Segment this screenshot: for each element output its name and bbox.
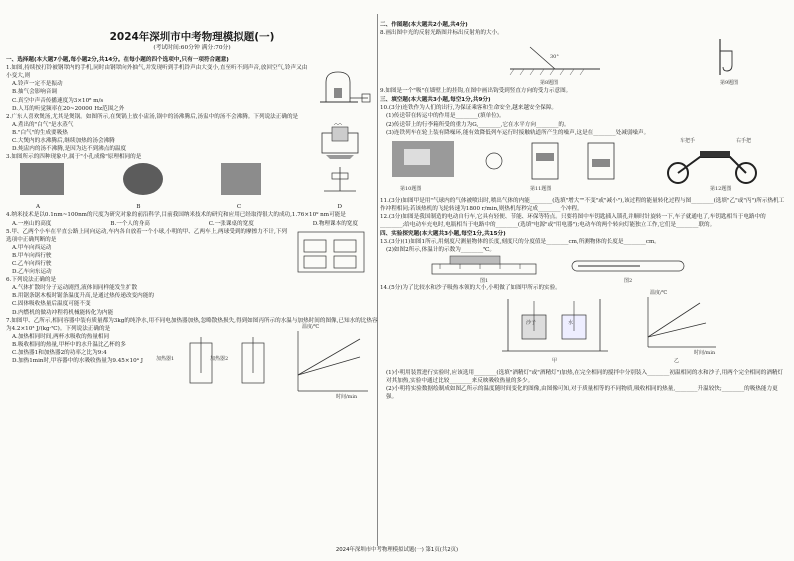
q2-option-a: A.煮出的"白气"是水蒸气	[12, 121, 74, 128]
fig9-caption: 第9题图	[720, 80, 739, 87]
q6-option-c: C.固体吸收热量后温度可能不变	[12, 301, 91, 308]
q4-option-d: D.物理课本的宽度	[312, 220, 358, 227]
q10-part-2: (2)传送带上的行李箱所受的重力为G,________,它在水平方向________的。	[386, 121, 570, 128]
graph14-x-label: 时间/min	[694, 349, 716, 356]
q7-option-a: A.加热相同时间,两杯水吸收的热量相同	[12, 333, 110, 340]
q5-option-d: D.乙车向东运动	[12, 269, 52, 276]
fig10-caption: 第10题图	[400, 185, 422, 192]
q3-labels	[6, 203, 378, 211]
section-drawing: 二、作图题(本大题共2小题,共4分)	[380, 22, 468, 28]
section-experiment: 四、实验探究题(本大题共3小题,每空1分,共15分)	[380, 231, 506, 238]
exam-title: 2024年深圳市中考物理模拟题(一)	[109, 31, 275, 43]
section-choice: 一、选择题(本大题7小题,每小题2分,共14分。在每小题的四个选项中,只有一项符合题意)	[6, 57, 229, 64]
question-12: 12.(3分)如图是我国制造的电动自行车,它具有轻便、节能、环保等特点。只要将图中车钥匙插入锁孔并顺时针旋转一下,车子就通电了,车钥匙相当于电路中的________;给电动车充电时,电瓶相当于电路中的________(选填"电源"或"用电器");电动车的两个转向灯能独立工作,它们是________联的。	[380, 213, 766, 229]
fig12-caption: 第12题图	[710, 185, 732, 192]
left-column	[6, 18, 378, 413]
bike-handle-label: 车把手	[680, 137, 696, 144]
hook-figure	[710, 37, 760, 77]
cars-figure	[296, 230, 366, 274]
q6-option-b: B.用锯条锯木板时锯条温度升高,是通过热传递改变内能的	[12, 293, 154, 300]
q4-option-b: B.一个人的身高	[110, 220, 150, 227]
graph-y-label: 温度/℃	[302, 323, 320, 330]
q3-label-c: C	[236, 204, 242, 211]
question-7: 7.如图甲、乙所示,相同容器中装有质量都为3kg的纯净水,用不同电加热器加热,忽略散热损失,得到如图丙所示的水温与加热时间的图像,已知水的比热容为4.2×10³ J/(kg·℃)。下列说法正确的是	[6, 317, 378, 332]
q4-options	[6, 220, 378, 228]
q3-figures	[6, 161, 378, 203]
q7-option-c: C.加热器1和加热器2的功率之比为9:4	[12, 350, 107, 356]
fig11-caption: 第11题图	[530, 185, 552, 192]
question-1: 1.如图,持续按打铃被钢罩内的手机,同时由钢罩向外抽气,并发现听到手机铃声由大变小,直至听不到声音,放回空气,铃声又由小变大,则	[6, 65, 308, 80]
q1-option-c: C.真空中声音传播速度为3×10⁸ m/s	[12, 97, 104, 104]
exam-subtitle: (考试时间:60分钟 满分:70分)	[153, 45, 231, 51]
q13-figures	[380, 254, 788, 284]
engine-figure	[478, 139, 638, 185]
fig13-2-caption: 图2	[624, 278, 633, 285]
q3-image-a	[20, 163, 64, 195]
question-5: 5.甲、乙两个小车在平直公路上同向运动,车内各自放着一个小球,小明的甲、乙两车上,两球受到的摩擦力不计,下列选项中正确判断的是	[6, 228, 287, 243]
q1-option-b: B.抽气会影响音调	[12, 89, 58, 96]
fig14-jia-caption: 甲	[552, 357, 558, 364]
q10-12-figures	[380, 137, 788, 197]
question-4: 4.纳米技术是以0.1nm~100nm的尺度为研究对象的前沿科学,目前我国纳米技术的研究和应用已经取得很大的成功,1.76×10⁹ nm可能是	[6, 212, 346, 219]
q3-label-d: D	[337, 204, 342, 211]
sand-label: 沙子	[526, 319, 537, 326]
thermometer-figure	[570, 258, 690, 274]
q4-option-a: A.一座山的高度	[12, 220, 52, 227]
graph-x-label: 时间/min	[336, 393, 358, 400]
q14-part-2: (2)小明将实验数据绘制成如图乙所示的温度随时间变化的图像,由图像可知,对于质量相等的不同物质,吸收相同的热量,________升温较快;________的吸热能力更强。	[386, 385, 778, 400]
q3-image-b	[123, 163, 163, 195]
q1-option-d: D.人耳的听觉频率在20~20000 Hz范围之外	[12, 105, 125, 112]
q13-part-2: (2)如图2所示,体温计的示数为________℃。	[386, 247, 496, 254]
q3-label-a: A	[36, 204, 41, 211]
q6-option-a: A.气体扩散时分子运动剧烈,液体间同样能发生扩散	[12, 285, 138, 292]
right-column	[380, 20, 788, 401]
q14-figures	[380, 289, 788, 369]
conveyor-figure	[388, 139, 458, 181]
heating-setup-figure	[500, 295, 610, 355]
question-11: 11.(3分)如图甲是用"气球内的气体被喷出时,喷出气体的内能________(选填"增大""不变"或"减小"),该过程的能量转化过程与图________(选填"乙"或"丙")所示热机工作冲程相同;若该热机的飞轮转速为1800 r/min,则热机每秒完成________个冲程。	[380, 197, 785, 212]
q3-image-c	[221, 163, 261, 195]
q5-option-b: B.甲车向西行驶	[12, 252, 52, 259]
heaters-figure	[156, 333, 286, 395]
sand-water-graph	[640, 293, 720, 353]
temp-time-graph	[290, 325, 372, 399]
q3-image-d	[320, 163, 360, 195]
question-9: 9.如图是一个"吸"在墙壁上的挂钩,在图中画出钩受到竖直方向的受力示意图。	[380, 88, 572, 95]
q1-option-a: A.铃声一定不是振动	[12, 81, 63, 88]
bike-right-handle-label: 右手把	[736, 137, 752, 144]
q3-label-b: B	[136, 204, 141, 211]
heater-1-label: 加热器1	[156, 355, 175, 362]
question-14: 14.(5分)为了比较水和沙子吸热本领的大小,小明做了如图甲所示的实验。	[380, 285, 561, 292]
q7-option-b: B.吸收相同的热量,甲杯中的水升温比乙杯的多	[12, 341, 126, 348]
fig13-1-caption: 图1	[480, 278, 489, 285]
section-fill: 三、填空题(本大题共3小题,每空1分,共9分)	[380, 97, 491, 104]
question-10: 10.(3分)连铁作为人们的出行,为保证乘客和生命安全,越来越安全保障。	[380, 105, 558, 112]
question-2: 2.广东人喜欢煲汤,尤其是煲锅。如图所示,在煲锅上放小盅汤,锅中的汤沸腾后,汤盅中的汤不会沸腾。下列说法正确的是	[6, 113, 299, 120]
graph14-y-label: 温度/℃	[650, 289, 668, 296]
question-8: 8.画出图中光的反射光路图并标出反射角的大小。	[380, 30, 503, 37]
question-3: 3.如图所示的四种现象中,属于"小孔成像"原理相同的是	[6, 154, 142, 161]
q5-option-a: A.甲车向西运动	[12, 244, 52, 251]
ruler-figure	[430, 254, 540, 276]
q10-part-1: (1)传送带在转运中的作用是________(填单位)。	[386, 113, 505, 120]
ebike-figure	[660, 139, 770, 185]
stew-pot-figure	[316, 121, 368, 161]
q2-option-b: B."白气"的生成要吸热	[12, 129, 68, 136]
incident-angle-label: 30°	[550, 54, 559, 61]
question-6: 6.下列说法正确的是	[6, 277, 57, 284]
q2-option-c: C.大煲内的水沸腾后,继续加热的汤会沸腾	[12, 138, 115, 145]
fig8-caption: 第8题图	[540, 80, 559, 87]
q4-option-c: C.一张课桌的宽度	[208, 220, 254, 227]
heater-2-label: 加热器2	[210, 355, 229, 362]
question-13: 13.(3分)(1)如图1所示,用刻度尺测量物体的长度,刻度尺的分度值是________cm,所测物体的长度是________cm。	[380, 239, 660, 246]
page-footer: 2024年深圳市中考物理模拟试题(一) 第1页(共2页)	[335, 547, 459, 553]
q7-option-d: D.加热1min时,甲容器中的水吸收热量为9.45×10⁴ J	[12, 358, 143, 365]
fig14-yi-caption: 乙	[674, 357, 680, 364]
q10-part-3: (3)连铁列车在轮上装有降噪环,能有效降低列车运行时接触轨道所产生的噪声,这是在________处减弱噪声。	[386, 129, 650, 136]
q2-option-d: D.炖盅内的汤不沸腾,是因为达不到沸点的温度	[12, 146, 127, 153]
q14-part-1: (1)小明用装置进行实验时,应该选用________(选填"酒精灯"或"酒精灯")加热,在完全相同的搅拌中分别装入________初温相同的水和沙子,用两个完全相同的酒精灯对其加热,实验中通过比较________来反映吸收热量的多少。	[386, 369, 784, 384]
q5-option-c: C.乙车向西行驶	[12, 260, 52, 267]
water-label: 水	[568, 319, 574, 326]
q6-option-d: D.内燃机的做功冲程将机械能转化为内能	[12, 309, 114, 316]
bell-jar-figure	[312, 68, 372, 108]
